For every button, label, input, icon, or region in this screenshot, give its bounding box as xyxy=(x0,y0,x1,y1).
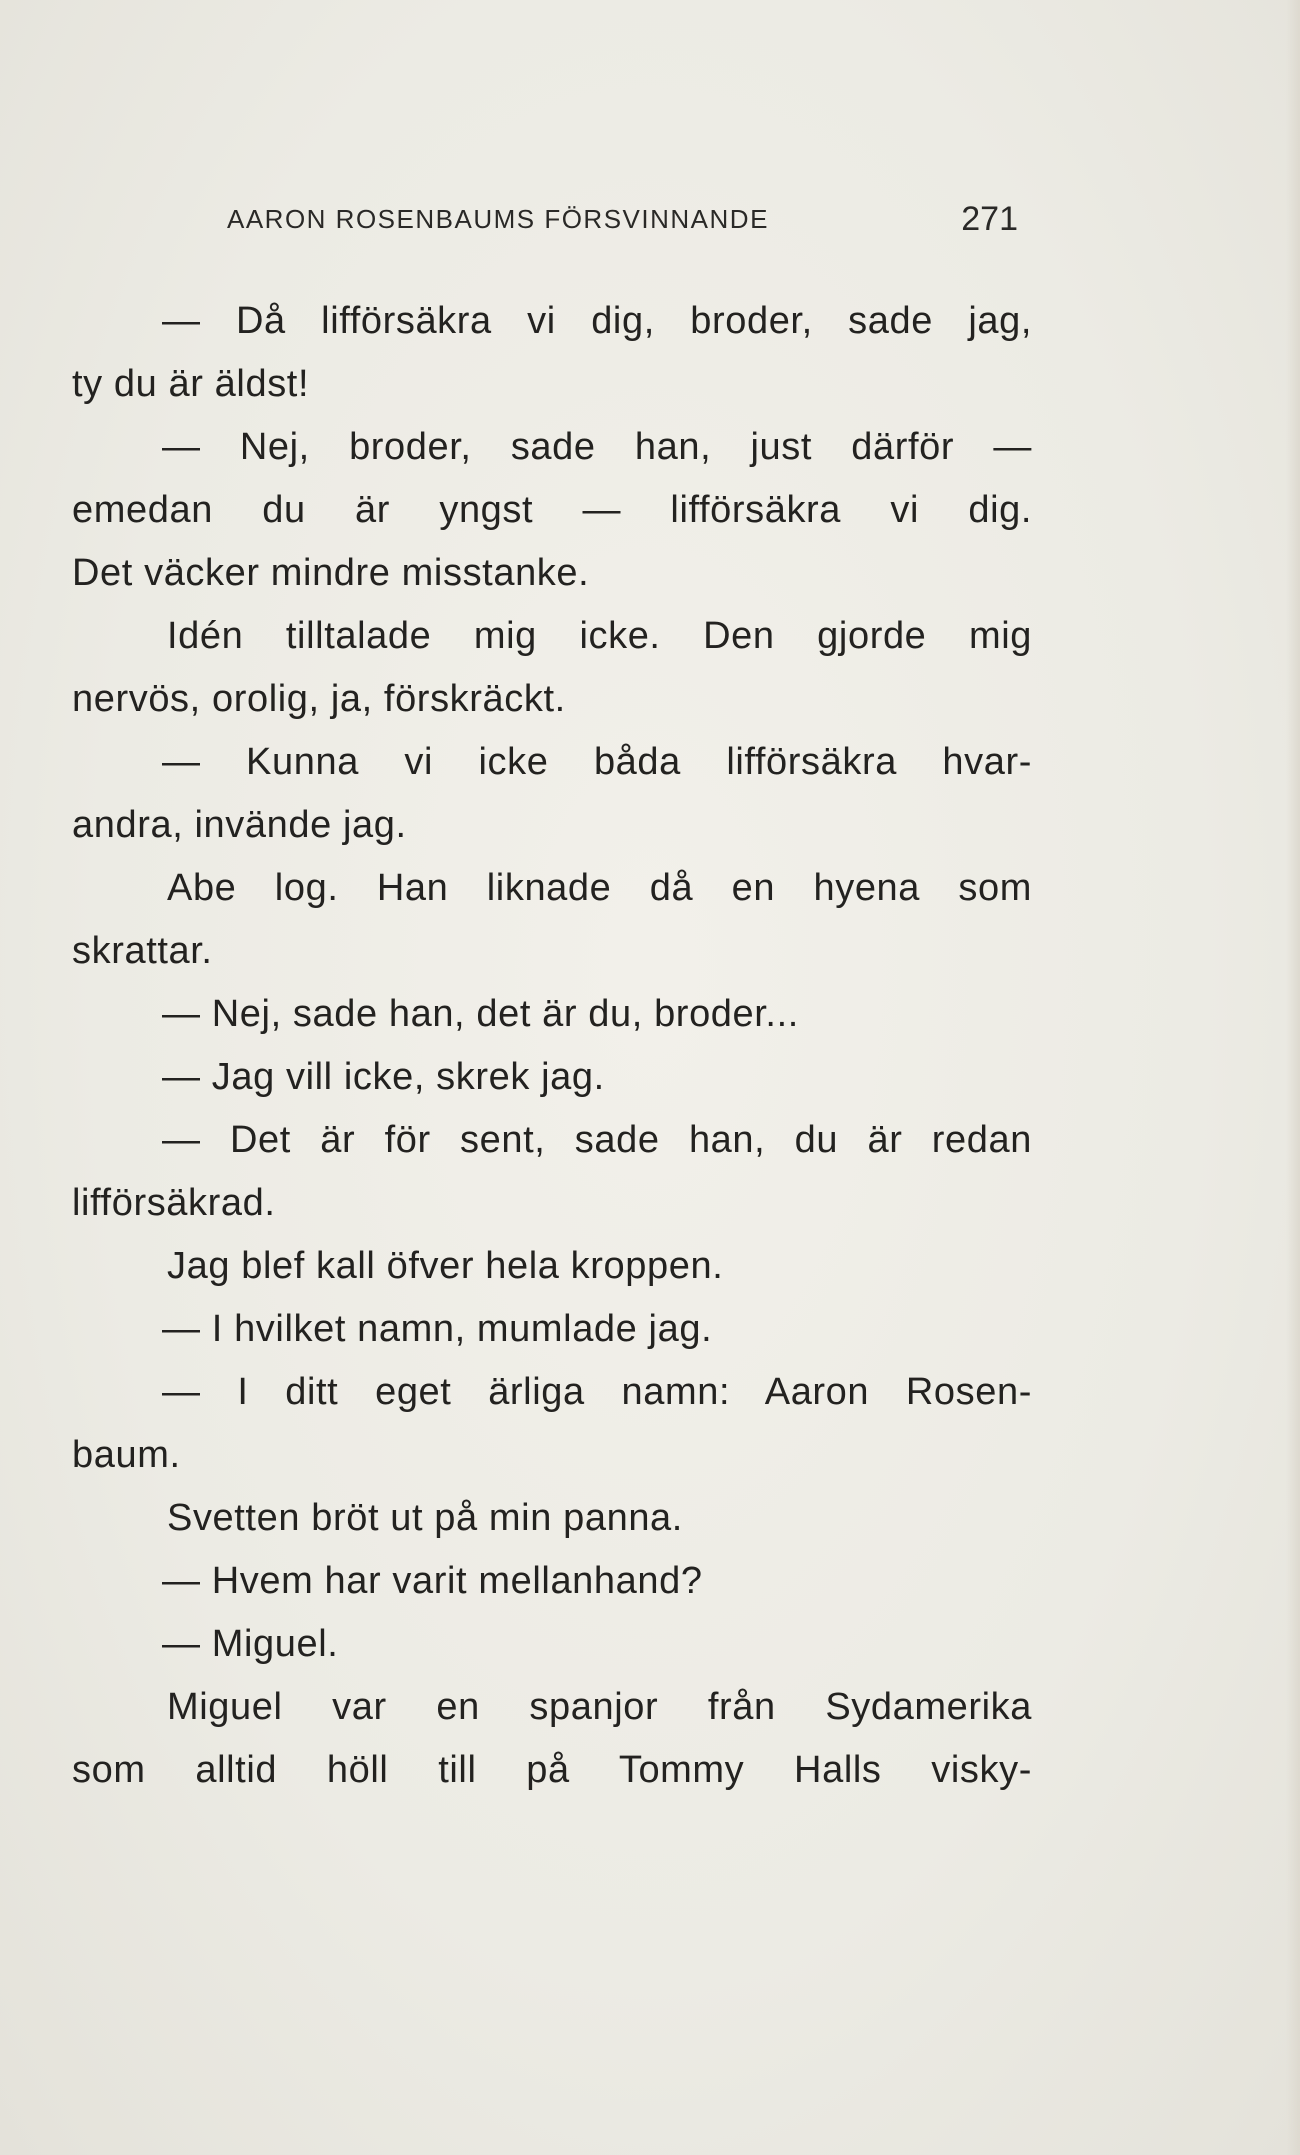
text-line: — Kunna vi icke båda lifförsäkra hvar- xyxy=(162,741,1032,783)
running-title: AARON ROSENBAUMS FÖRSVINNANDE xyxy=(227,204,769,234)
text-line: nervös, orolig, ja, förskräckt. xyxy=(72,678,566,720)
text-line: — Hvem har varit mellanhand? xyxy=(162,1560,703,1602)
text-line: Idén tilltalade mig icke. Den gjorde mig xyxy=(167,615,1032,657)
body-text xyxy=(72,290,1032,1802)
text-line: Miguel var en spanjor från Sydamerika xyxy=(167,1686,1032,1728)
text-line: — Då lifförsäkra vi dig, broder, sade jag, xyxy=(162,300,1032,342)
text-line: — Nej, broder, sade han, just därför — xyxy=(162,426,1032,468)
text-line: andra, invände jag. xyxy=(72,804,407,846)
text-line: — Miguel. xyxy=(162,1623,339,1665)
page-edge xyxy=(1286,0,1300,2155)
text-line: Jag blef kall öfver hela kroppen. xyxy=(167,1245,724,1287)
text-line: emedan du är yngst — lifförsäkra vi dig. xyxy=(72,489,1032,531)
text-line: som alltid höll till på Tommy Halls visky- xyxy=(72,1749,1032,1791)
text-line: — Det är för sent, sade han, du är redan xyxy=(162,1119,1032,1161)
text-line: — Nej, sade han, det är du, broder... xyxy=(162,993,799,1035)
page-number: 271 xyxy=(961,200,1018,238)
text-line: — I hvilket namn, mumlade jag. xyxy=(162,1308,713,1350)
text-line: ty du är äldst! xyxy=(72,363,310,405)
text-line: baum. xyxy=(72,1434,181,1476)
text-line: Svetten bröt ut på min panna. xyxy=(167,1497,683,1539)
text-line: lifförsäkrad. xyxy=(72,1182,276,1224)
text-line: skrattar. xyxy=(72,930,213,972)
running-head xyxy=(72,200,1032,246)
text-line: — Jag vill icke, skrek jag. xyxy=(162,1056,605,1098)
text-line: Det väcker mindre misstanke. xyxy=(72,552,590,594)
text-line: Abe log. Han liknade då en hyena som xyxy=(167,867,1032,909)
text-line: — I ditt eget ärliga namn: Aaron Rosen- xyxy=(162,1371,1032,1413)
